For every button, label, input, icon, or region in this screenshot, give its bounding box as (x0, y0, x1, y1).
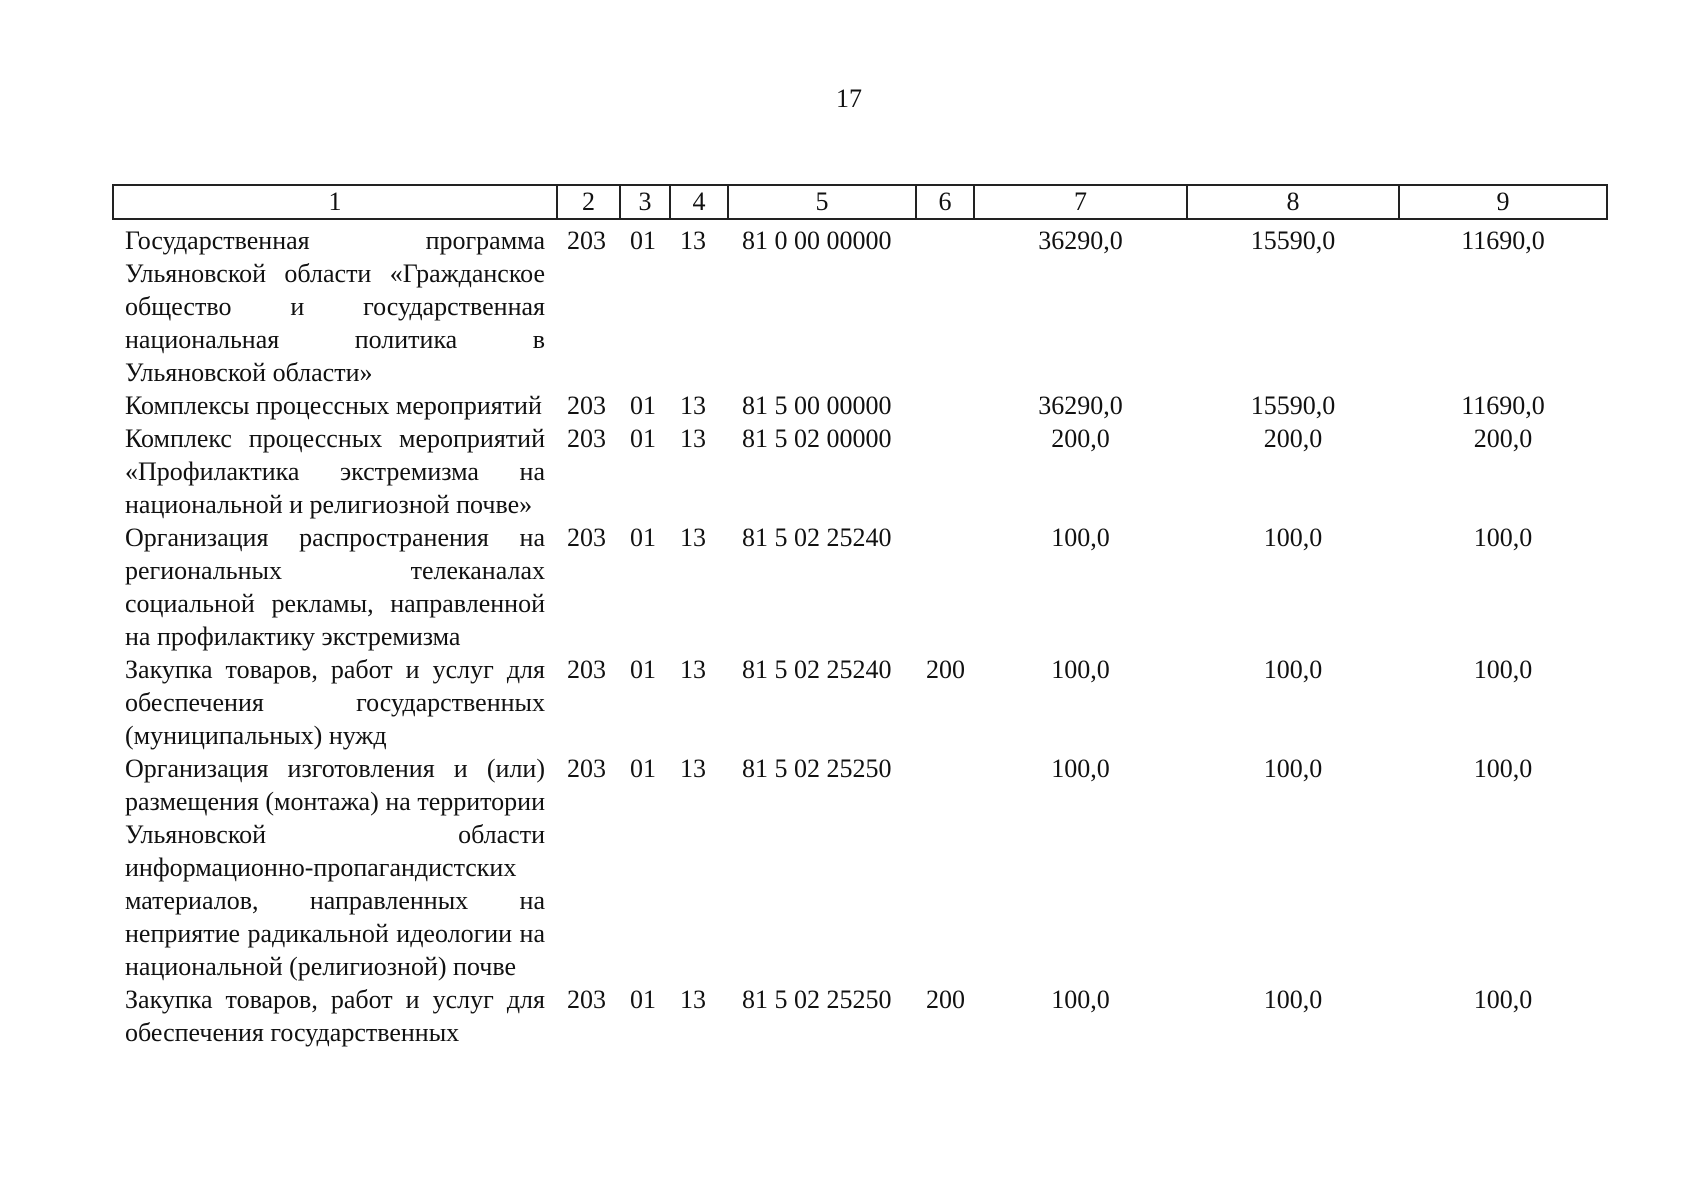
amount-col-9: 11690,0 (1461, 391, 1545, 420)
header-cell-6: 6 (916, 185, 974, 219)
table-row (113, 521, 1607, 653)
header-row (113, 185, 1607, 219)
section-code: 01 (630, 655, 656, 684)
subsection-code: 13 (680, 391, 706, 420)
amount-col-7: 100,0 (1051, 523, 1110, 552)
header-cell-2: 2 (557, 185, 620, 219)
subsection-code: 13 (680, 523, 706, 552)
table-row (113, 219, 1607, 389)
expense-type-code: 200 (926, 985, 965, 1014)
amount-col-8: 100,0 (1263, 655, 1323, 684)
amount-col-7: 100,0 (1051, 985, 1110, 1014)
amount-col-9: 100,0 (1473, 754, 1533, 783)
page-number: 17 (836, 84, 862, 113)
row-name: Комплексы процессных мероприятий (125, 391, 542, 420)
ministry-code: 203 (567, 523, 606, 552)
row-name: Закупка товаров, работ и услуг для обеспечения государственных (125, 985, 545, 1047)
header-cell-7: 7 (974, 185, 1187, 219)
subsection-code: 13 (680, 424, 706, 453)
ministry-code: 203 (567, 391, 606, 420)
target-article-code: 81 0 00 00000 (742, 226, 892, 255)
expense-type-code (916, 389, 974, 422)
table-row (113, 422, 1607, 521)
header-cell-4: 4 (670, 185, 728, 219)
section-code: 01 (630, 226, 656, 255)
target-article-code: 81 5 00 00000 (742, 391, 892, 420)
table-body (113, 219, 1607, 1049)
ministry-code: 203 (567, 655, 606, 684)
subsection-code: 13 (680, 655, 706, 684)
subsection-code: 13 (680, 754, 706, 783)
section-code: 01 (630, 985, 656, 1014)
amount-col-8: 15590,0 (1250, 391, 1336, 420)
row-name: Комплекс процессных мероприятий «Профилактика экстремизма на национальной и религиозной почве» (125, 424, 545, 519)
target-article-code: 81 5 02 25240 (742, 655, 892, 684)
target-article-code: 81 5 02 25240 (742, 523, 892, 552)
target-article-code: 81 5 02 25250 (742, 754, 892, 783)
table-row (113, 389, 1607, 422)
header-cell-5: 5 (728, 185, 916, 219)
amount-col-7: 36290,0 (1038, 391, 1123, 420)
section-code: 01 (630, 523, 656, 552)
row-name: Организация изготовления и (или) размещения (монтажа) на территории Ульяновской области информационно-пропагандистских материалов, направленных на неприятие радикальной идеологии на национальной (религиозной) почве (125, 754, 545, 981)
ministry-code: 203 (567, 226, 606, 255)
amount-col-9: 100,0 (1473, 985, 1533, 1014)
amount-col-8: 100,0 (1263, 523, 1323, 552)
row-name: Государственная программа Ульяновской области «Гражданское общество и государственная национальная политика в Ульяновской области» (125, 226, 545, 387)
amount-col-7: 100,0 (1051, 655, 1110, 684)
amount-col-9: 100,0 (1473, 523, 1533, 552)
amount-col-9: 200,0 (1473, 424, 1533, 453)
expense-type-code (916, 422, 974, 521)
target-article-code: 81 5 02 00000 (742, 424, 892, 453)
header-cell-9: 9 (1399, 185, 1607, 219)
section-code: 01 (630, 391, 656, 420)
ministry-code: 203 (567, 985, 606, 1014)
header-cell-1: 1 (113, 185, 557, 219)
expense-type-code (916, 752, 974, 983)
header-cell-8: 8 (1187, 185, 1399, 219)
table-header (113, 185, 1607, 219)
amount-col-8: 100,0 (1263, 985, 1323, 1014)
table-row (113, 983, 1607, 1049)
amount-col-9: 100,0 (1473, 655, 1533, 684)
expense-type-code (916, 521, 974, 653)
amount-col-8: 100,0 (1263, 754, 1323, 783)
table-row (113, 752, 1607, 983)
amount-col-7: 100,0 (1051, 754, 1110, 783)
section-code: 01 (630, 754, 656, 783)
subsection-code: 13 (680, 226, 706, 255)
section-code: 01 (630, 424, 656, 453)
subsection-code: 13 (680, 985, 706, 1014)
amount-col-9: 11690,0 (1461, 226, 1545, 255)
header-cell-3: 3 (620, 185, 670, 219)
amount-col-8: 15590,0 (1250, 226, 1336, 255)
amount-col-8: 200,0 (1263, 424, 1323, 453)
expense-type-code: 200 (926, 655, 965, 684)
ministry-code: 203 (567, 424, 606, 453)
budget-table (112, 184, 1608, 1049)
target-article-code: 81 5 02 25250 (742, 985, 892, 1014)
ministry-code: 203 (567, 754, 606, 783)
amount-col-7: 200,0 (1051, 424, 1110, 453)
row-name: Организация распространения на региональных телеканалах социальной рекламы, направленной на профилактику экстремизма (125, 523, 545, 651)
expense-type-code (916, 219, 974, 389)
row-name: Закупка товаров, работ и услуг для обеспечения государственных (муниципальных) нужд (125, 655, 545, 750)
amount-col-7: 36290,0 (1038, 226, 1123, 255)
table-row (113, 653, 1607, 752)
